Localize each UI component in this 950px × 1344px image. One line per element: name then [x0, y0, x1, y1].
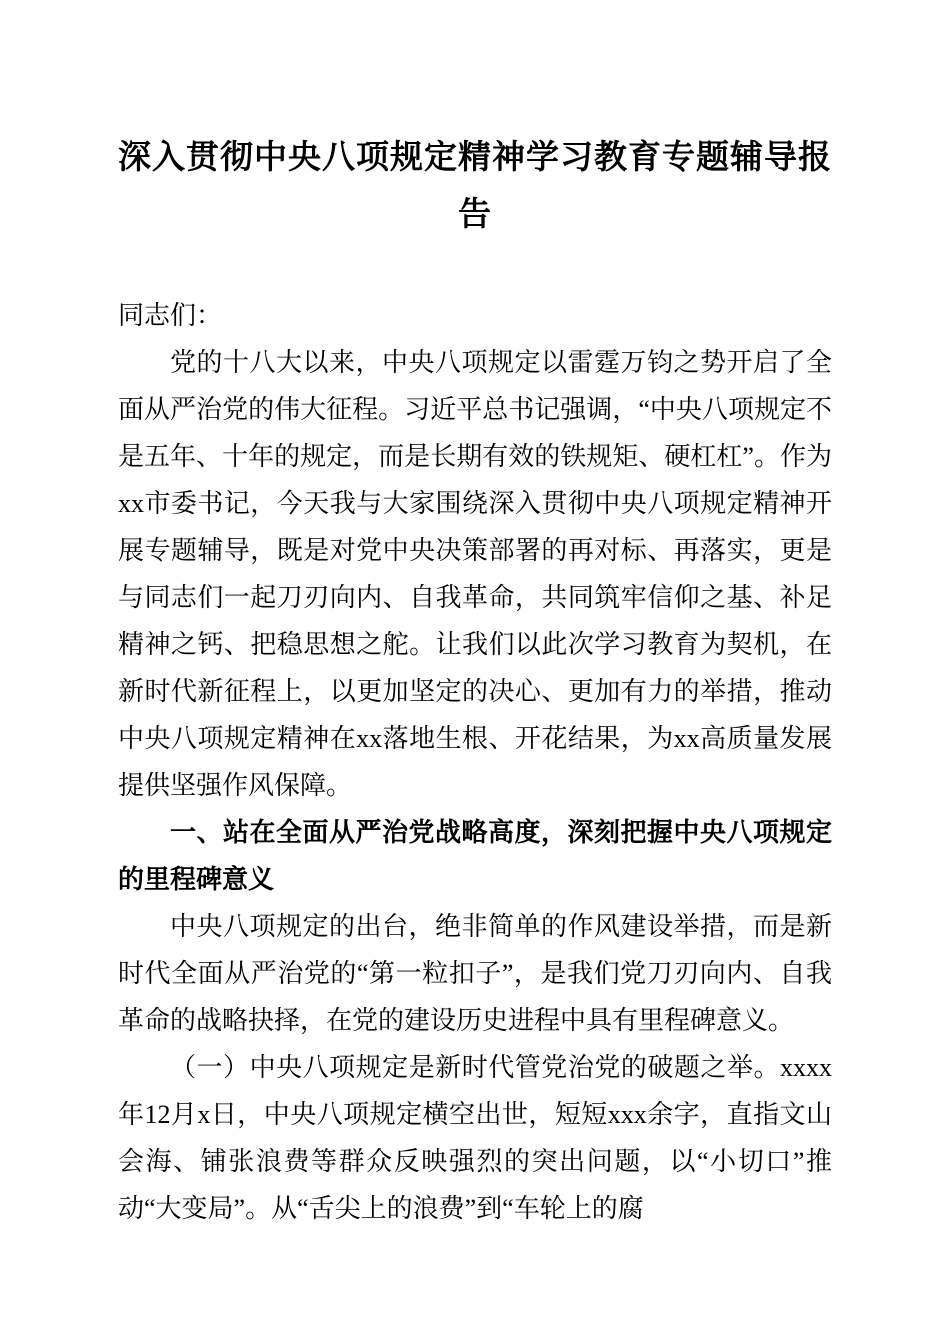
paragraph-intro: 党的十八大以来，中央八项规定以雷霆万钧之势开启了全面从严治党的伟大征程。习近平总书记强调，“中央八项规定不是五年、十年的规定，而是长期有效的铁规矩、硬杠杠”。作为xx市委书记，今天我与大家围绕深入贯彻中央八项规定精神开展专题辅导，既是对党中央决策部署的再对标、再落实，更是与同志们一起刀刃向内、自我革命，共同筑牢信仰之基、补足精神之钙、把稳思想之舵。让我们以此次学习教育为契机，在新时代新征程上，以更加坚定的决心、更加有力的举措，推动中央八项规定精神在xx落地生根、开花结果，为xx高质量发展提供坚强作风保障。: [118, 348, 832, 800]
paragraph-subpoint-1: （一）中央八项规定是新时代管党治党的破题之举。xxxx年12月x日，中央八项规定横空出世，短短xxx余字，直指文山会海、铺张浪费等群众反映强烈的突出问题，以“小切口”推动“大变局”。从“舌尖上的浪费”到“车轮上的腐: [118, 1053, 832, 1223]
paragraph-section-lead: 中央八项规定的出台，绝非简单的作风建设举措，而是新时代全面从严治党的“第一粒扣子”，是我们党刀刃向内、自我革命的战略抉择，在党的建设历史进程中具有里程碑意义。: [118, 912, 832, 1035]
salutation: 同志们：: [118, 301, 223, 330]
section-heading-1: 一、站在全面从严治党战略高度，深刻把握中央八项规定的里程碑意义: [118, 817, 832, 894]
document-title: 深入贯彻中央八项规定精神学习教育专题辅导报告: [118, 138, 832, 232]
